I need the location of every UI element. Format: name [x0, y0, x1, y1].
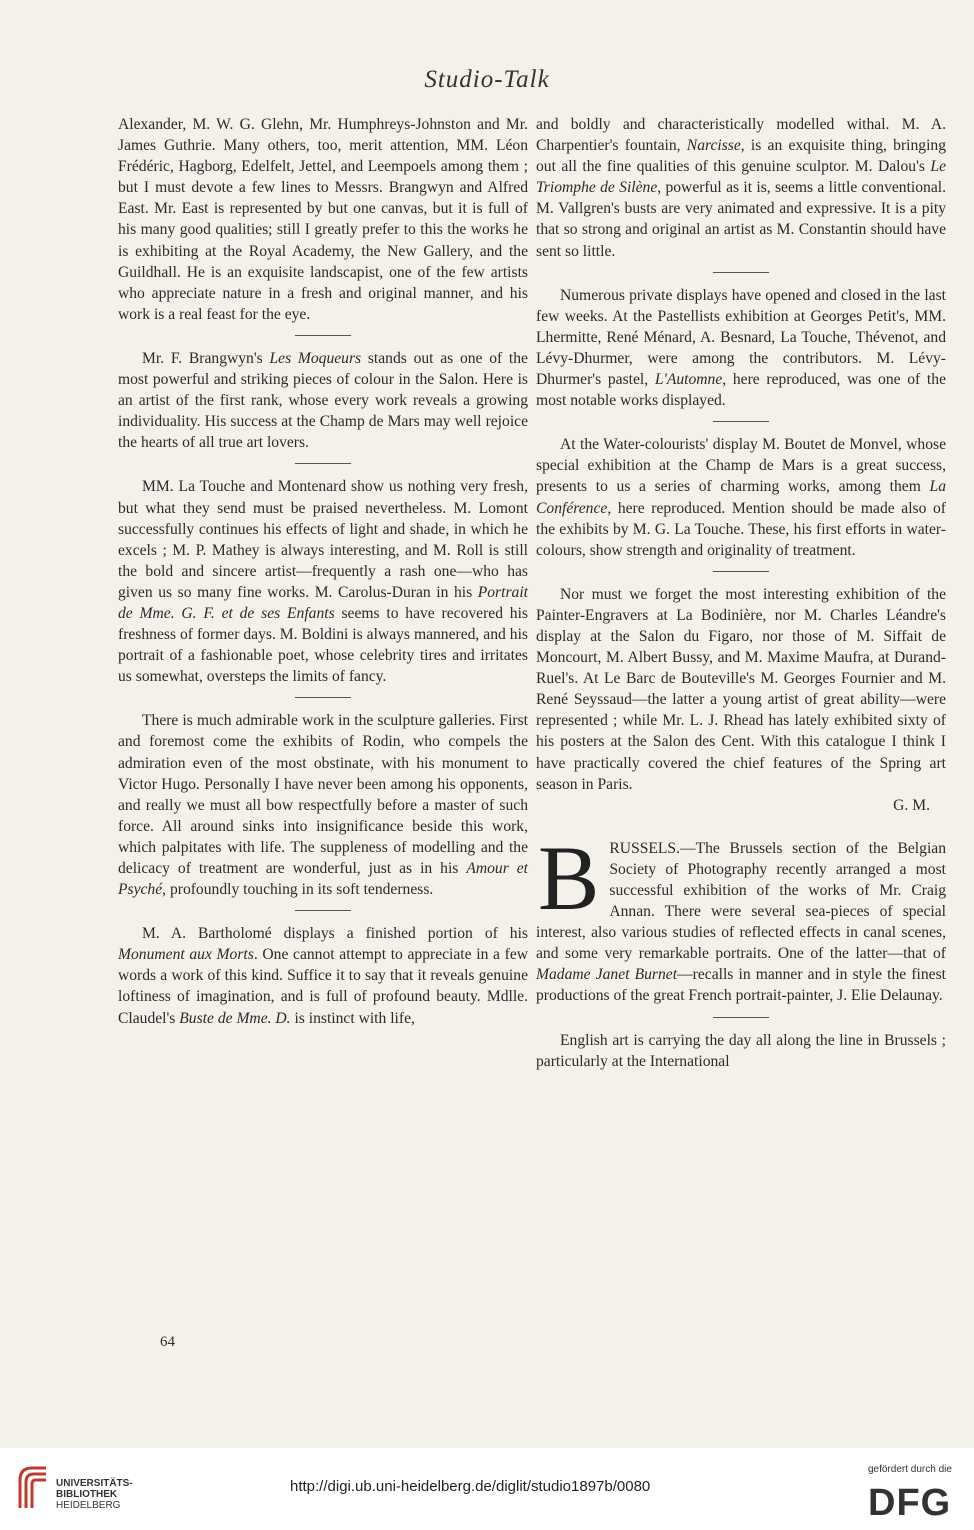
paragraph: Nor must we forget the most interesting exhibition of the Painter-Engravers at La Bodinière, nor M. Charles Léandre's display at the Salon du Figaro, nor those of M. Siffait de Moncourt, M. Albert Bussy, and M. Maxime Maufra, at Durand-Ruel's. At Le Barc de Bouteville's M. Georges Fournier and M. René Seyssaud—the latter a young artist of great ability—were represented ; while Mr. L. J. Rhead has lately exhibited sixty of his posters at the Salon des Cent. With this catalogue I think I have practically covered the chief features of the Spring art season in Paris.: [536, 585, 946, 793]
paragraph: English art is carrying the day all along the line in Brussels ; particularly at the International: [536, 1031, 946, 1070]
page-number: 64: [160, 1334, 175, 1350]
brussels-section: [536, 826, 946, 1007]
library-logo-icon: [12, 1462, 54, 1512]
signature: G. M.: [893, 796, 930, 814]
funded-by-label: gefördert durch die: [868, 1464, 952, 1475]
paragraph: There is much admirable work in the sculpture galleries. First and foremost come the exhibits of Rodin, who compels the admiration even of the most obstinate, with his monument to Victor Hugo. Personally I have never been among his opponents, and really we must all bow respectfully before a master of such force. All around sinks into insignificance beside this work, which palpitates with life. The suppleness of modelling and the delicacy of treatment are wonderful, just as in his Amour et Psyché, profoundly touching in its soft tenderness.: [118, 712, 528, 899]
section-divider: [295, 463, 351, 464]
library-name: UNIVERSITÄTS- BIBLIOTHEK HEIDELBERG: [56, 1478, 133, 1511]
paragraph: and boldly and characteristically modelled withal. M. A. Charpentier's fountain, Narcisse, is an exquisite thing, bringing out all the fine qualities of this genuine sculptor. M. Dalou's Le Triomphe de Silène, powerful as it is, seems a little conventional. M. Vallgren's busts are very animated and expressive. It is a pity that so strong and original an artist as M. Constantin should have sent so little.: [536, 116, 946, 260]
section-divider: [295, 335, 351, 336]
paragraph: Mr. F. Brangwyn's Les Moqueurs stands out as one of the most powerful and striking pieces of colour in the Salon. Here is an artist of the first rank, whose every work reveals a growing individuality. His success at the Champ de Mars may well rejoice the hearts of all true art lovers.: [118, 349, 528, 452]
section-divider: [295, 697, 351, 698]
paragraph: Alexander, M. W. G. Glehn, Mr. Humphreys-Johnston and Mr. James Guthrie. Many others, too, merit attention, MM. Léon Frédéric, Hagborg, Edelfelt, Jettel, and Leempoels among them ; but I must devote a few lines to Messrs. Brangwyn and Alfred East. Mr. East is represented by but one canvas, but it is full of his many good qualities; still I greatly prefer to this the works he is exhibiting at the Royal Academy, the New Gallery, and the Guildhall. He is an exquisite landscapist, one of the few artists who appreciate nature in a fresh and original manner, and his work is a real feast for the eye.: [118, 116, 528, 323]
running-head: Studio-Talk: [424, 66, 550, 93]
permalink-url[interactable]: http://digi.ub.uni-heidelberg.de/diglit/studio1897b/0080: [290, 1478, 651, 1495]
section-divider: [713, 421, 769, 422]
paragraph: MM. La Touche and Montenard show us nothing very fresh, but what they send must be praised nevertheless. M. Lomont successfully continues his effects of light and shade, in which he excels ; M. P. Mathey is always interesting, and M. Roll is still the bold and sincere artist—frequently a rash one—who has given us so many fine works. M. Carolus-Duran in his Portrait de Mme. G. F. et de ses Enfants seems to have recovered his freshness of former days. M. Boldini is always mannered, and his portrait of a fashionable poet, whose celebrity tires and irritates us somewhat, oversteps the limits of fancy.: [118, 478, 528, 686]
section-divider: [713, 1017, 769, 1018]
left-column: [118, 114, 528, 1029]
digitization-footer: [0, 1448, 974, 1530]
drop-cap: B: [538, 826, 600, 929]
paragraph: RUSSELS.—The Brussels section of the Belgian Society of Photography recently arranged a most successful exhibition of the works of Mr. Craig Annan. There were several sea-pieces of special interest, also various studies of reflected effects in canal scenes, and some very remarkable portraits. One of the latter—that of Madame Janet Burnet—recalls in manner and in style the finest productions of the great French portrait-painter, J. Elie Delaunay.: [536, 839, 946, 1005]
paragraph: Numerous private displays have opened and closed in the last few weeks. At the Pastellists exhibition at Georges Petit's, MM. Lhermitte, René Ménard, A. Besnard, La Touche, Thévenot, and Lévy-Dhurmer, were among the contributors. M. Lévy-Dhurmer's pastel, L'Automne, here reproduced, was one of the most notable works displayed.: [536, 286, 946, 410]
section-divider: [713, 571, 769, 572]
paragraph: M. A. Bartholomé displays a finished portion of his Monument aux Morts. One cannot attempt to appreciate in a few words a work of this kind. Suffice it to say that it reveals genuine loftiness of imagination, and is full of profound beauty. Mdlle. Claudel's Buste de Mme. D. is instinct with life,: [118, 925, 528, 1027]
paragraph: At the Water-colourists' display M. Boutet de Monvel, whose special exhibition at the Champ de Mars is a great success, presents to us a series of charming works, among them La Conférence, here reproduced. Mention should be made also of the exhibits by M. G. La Touche. These, his first efforts in water-colours, show strength and originality of treatment.: [536, 436, 946, 559]
dfg-logo: DFG: [868, 1482, 952, 1524]
section-divider: [295, 910, 351, 911]
right-column: [536, 114, 946, 1072]
section-divider: [713, 272, 769, 273]
